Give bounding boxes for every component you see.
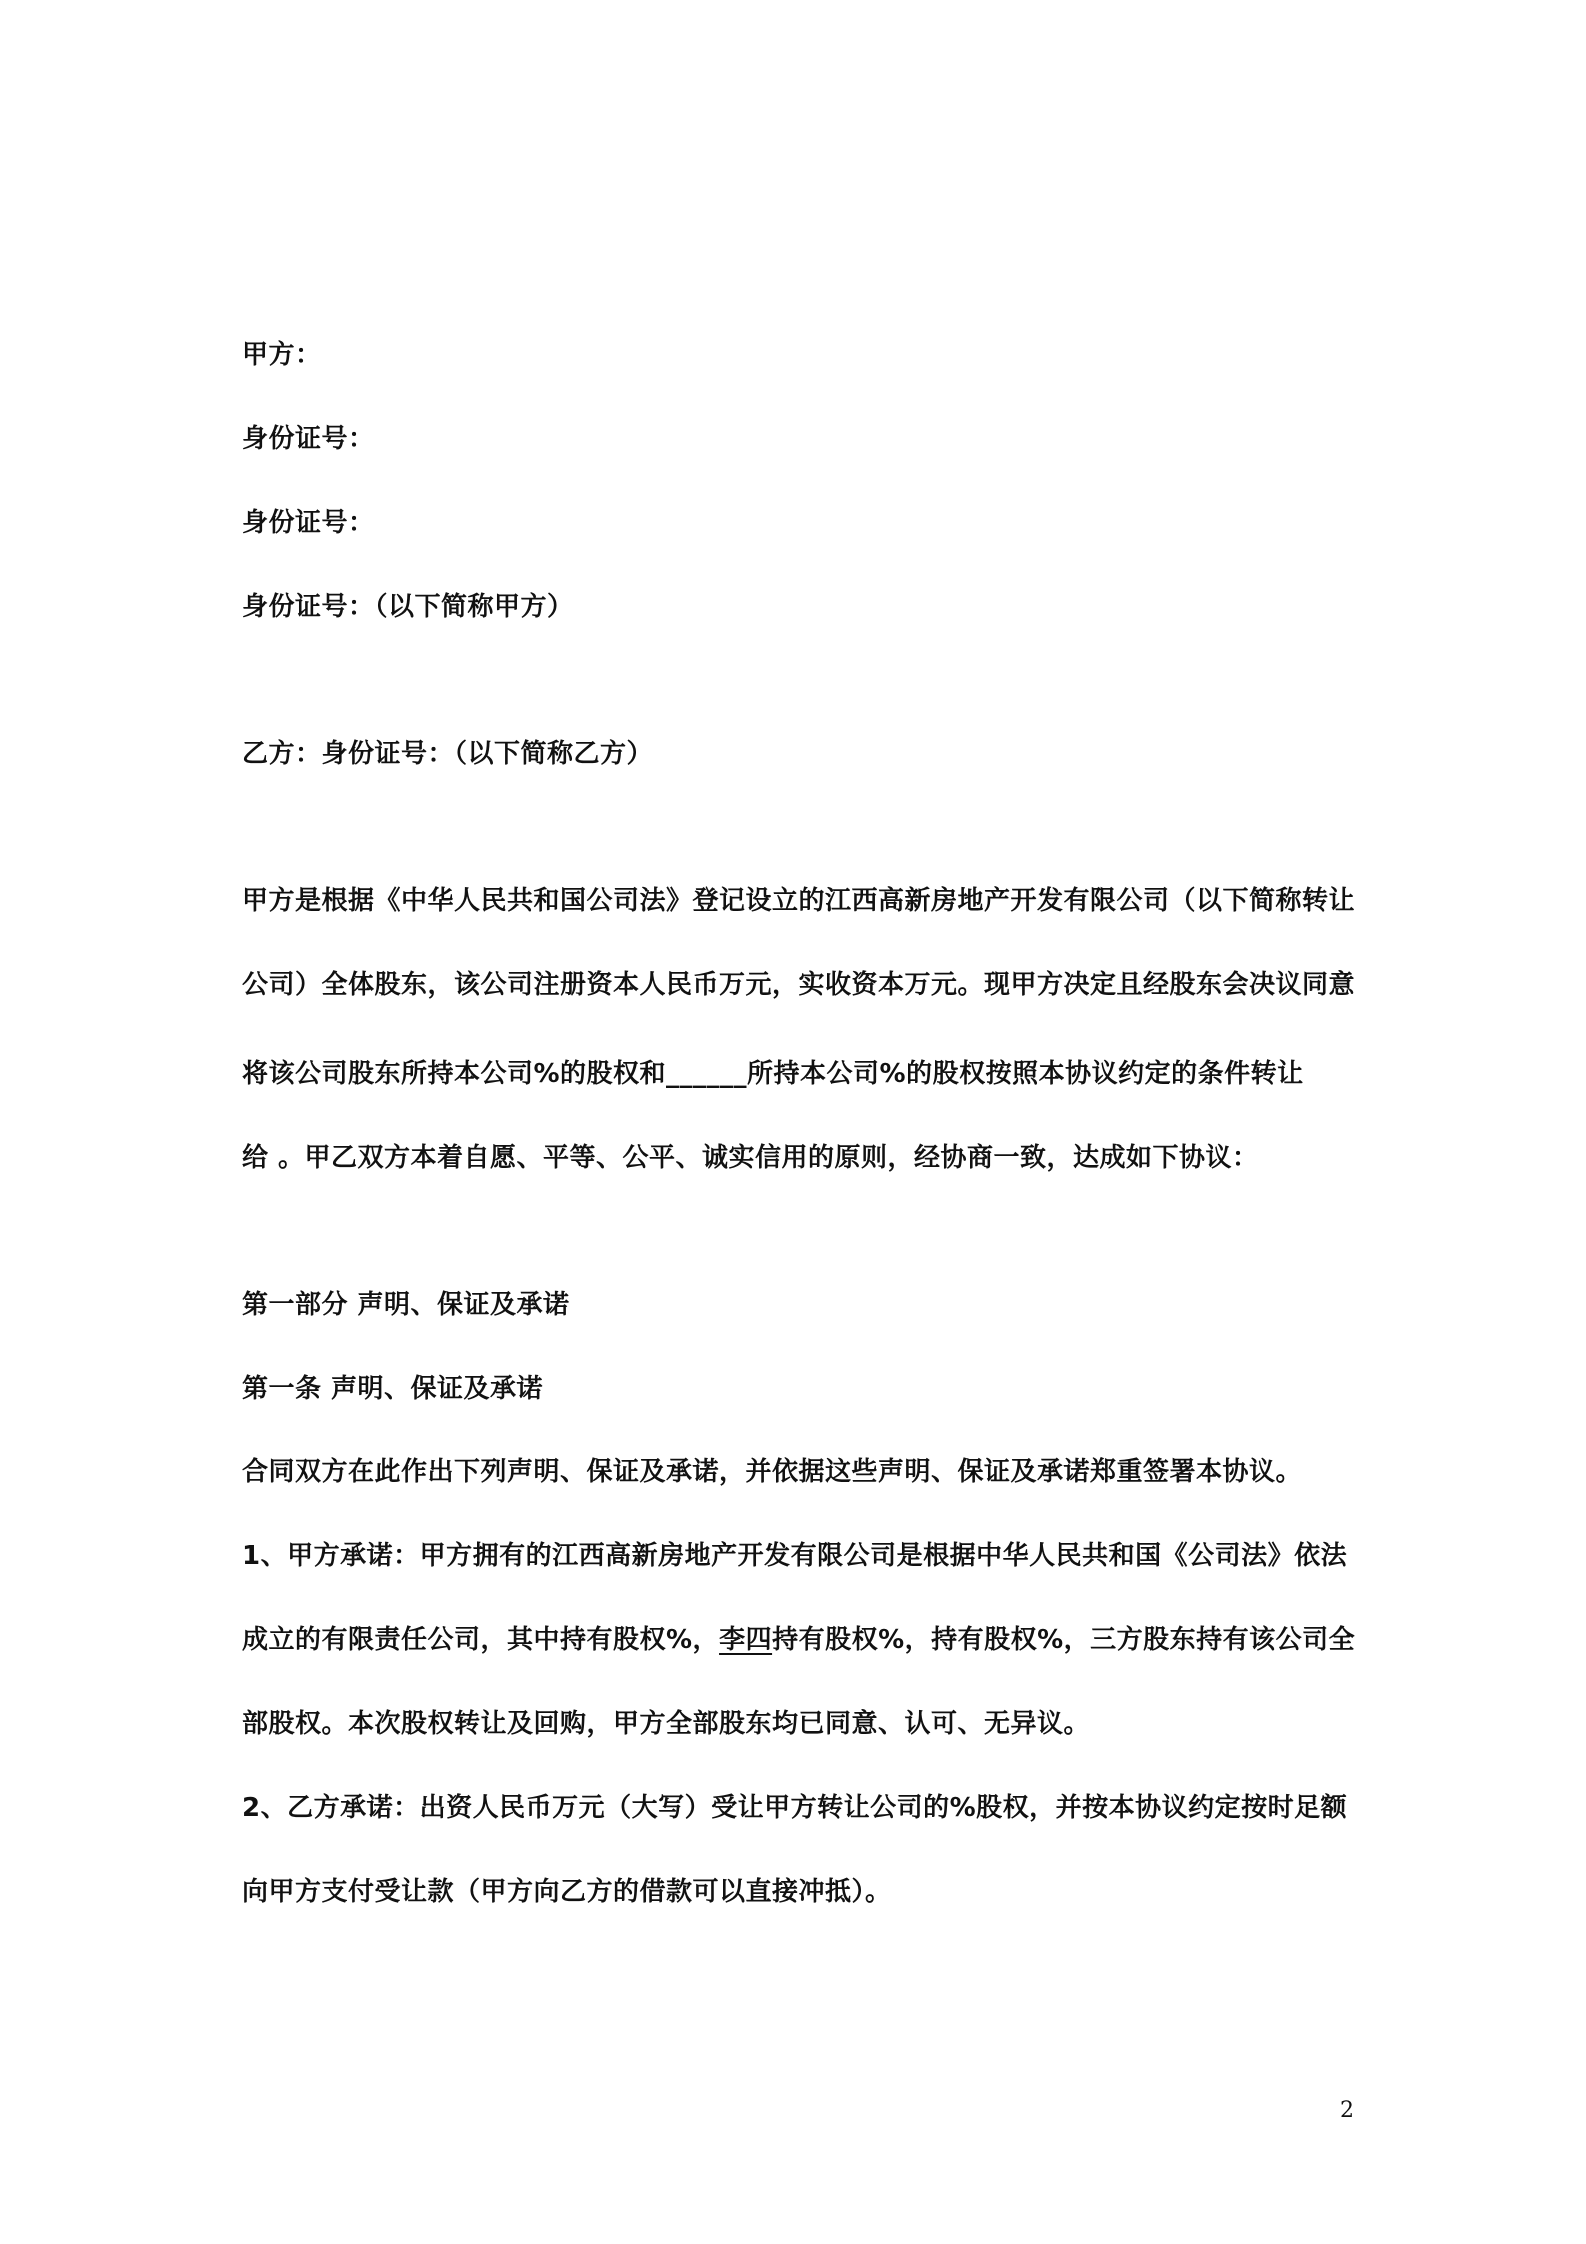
part-one-heading: 第一部分 声明、保证及承诺 bbox=[242, 1290, 570, 1320]
item-1-line-2-after: 持有股权%，持有股权%，三方股东持有该公司全 bbox=[772, 1625, 1356, 1655]
shareholder-name: 李四 bbox=[719, 1625, 773, 1655]
intro-line-3: 将该公司股东所持本公司%的股权和______所持本公司%的股权按照本协议约定的条件转让 bbox=[242, 1059, 1304, 1089]
party-a-id-line-1: 身份证号： bbox=[242, 424, 375, 454]
page-number: 2 bbox=[1340, 2098, 1354, 2123]
party-a-label: 甲方： bbox=[242, 340, 322, 370]
party-a-id-line-3: 身份证号：（以下简称甲方） bbox=[242, 592, 574, 622]
intro-line-2: 公司）全体股东，该公司注册资本人民币万元，实收资本万元。现甲方决定且经股东会决议同意 bbox=[242, 970, 1356, 1000]
item-1-line-1: 1、甲方承诺：甲方拥有的江西高新房地产开发有限公司是根据中华人民共和国《公司法》依法 bbox=[242, 1541, 1348, 1571]
item-1-line-2-before: 成立的有限责任公司，其中持有股权%， bbox=[242, 1625, 720, 1655]
intro-line-1: 甲方是根据《中华人民共和国公司法》登记设立的江西高新房地产开发有限公司（以下简称转让 bbox=[242, 886, 1356, 916]
intro-line-4: 给 。甲乙双方本着自愿、平等、公平、诚实信用的原则，经协商一致，达成如下协议： bbox=[242, 1143, 1259, 1173]
item-2-line-2: 向甲方支付受让款（甲方向乙方的借款可以直接冲抵）。 bbox=[242, 1877, 892, 1907]
item-1-line-3: 部股权。本次股权转让及回购，甲方全部股东均已同意、认可、无异议。 bbox=[242, 1709, 1091, 1739]
party-b-line: 乙方：身份证号：（以下简称乙方） bbox=[242, 739, 654, 769]
article-one-heading: 第一条 声明、保证及承诺 bbox=[242, 1374, 544, 1404]
party-a-id-line-2: 身份证号： bbox=[242, 508, 375, 538]
item-2-line-1: 2、乙方承诺：出资人民币万元（大写）受让甲方转让公司的%股权，并按本协议约定按时足额 bbox=[242, 1793, 1348, 1823]
article-one-preamble: 合同双方在此作出下列声明、保证及承诺，并依据这些声明、保证及承诺郑重签署本协议。 bbox=[242, 1457, 1303, 1487]
item-1-line-2 bbox=[242, 1623, 1356, 1657]
